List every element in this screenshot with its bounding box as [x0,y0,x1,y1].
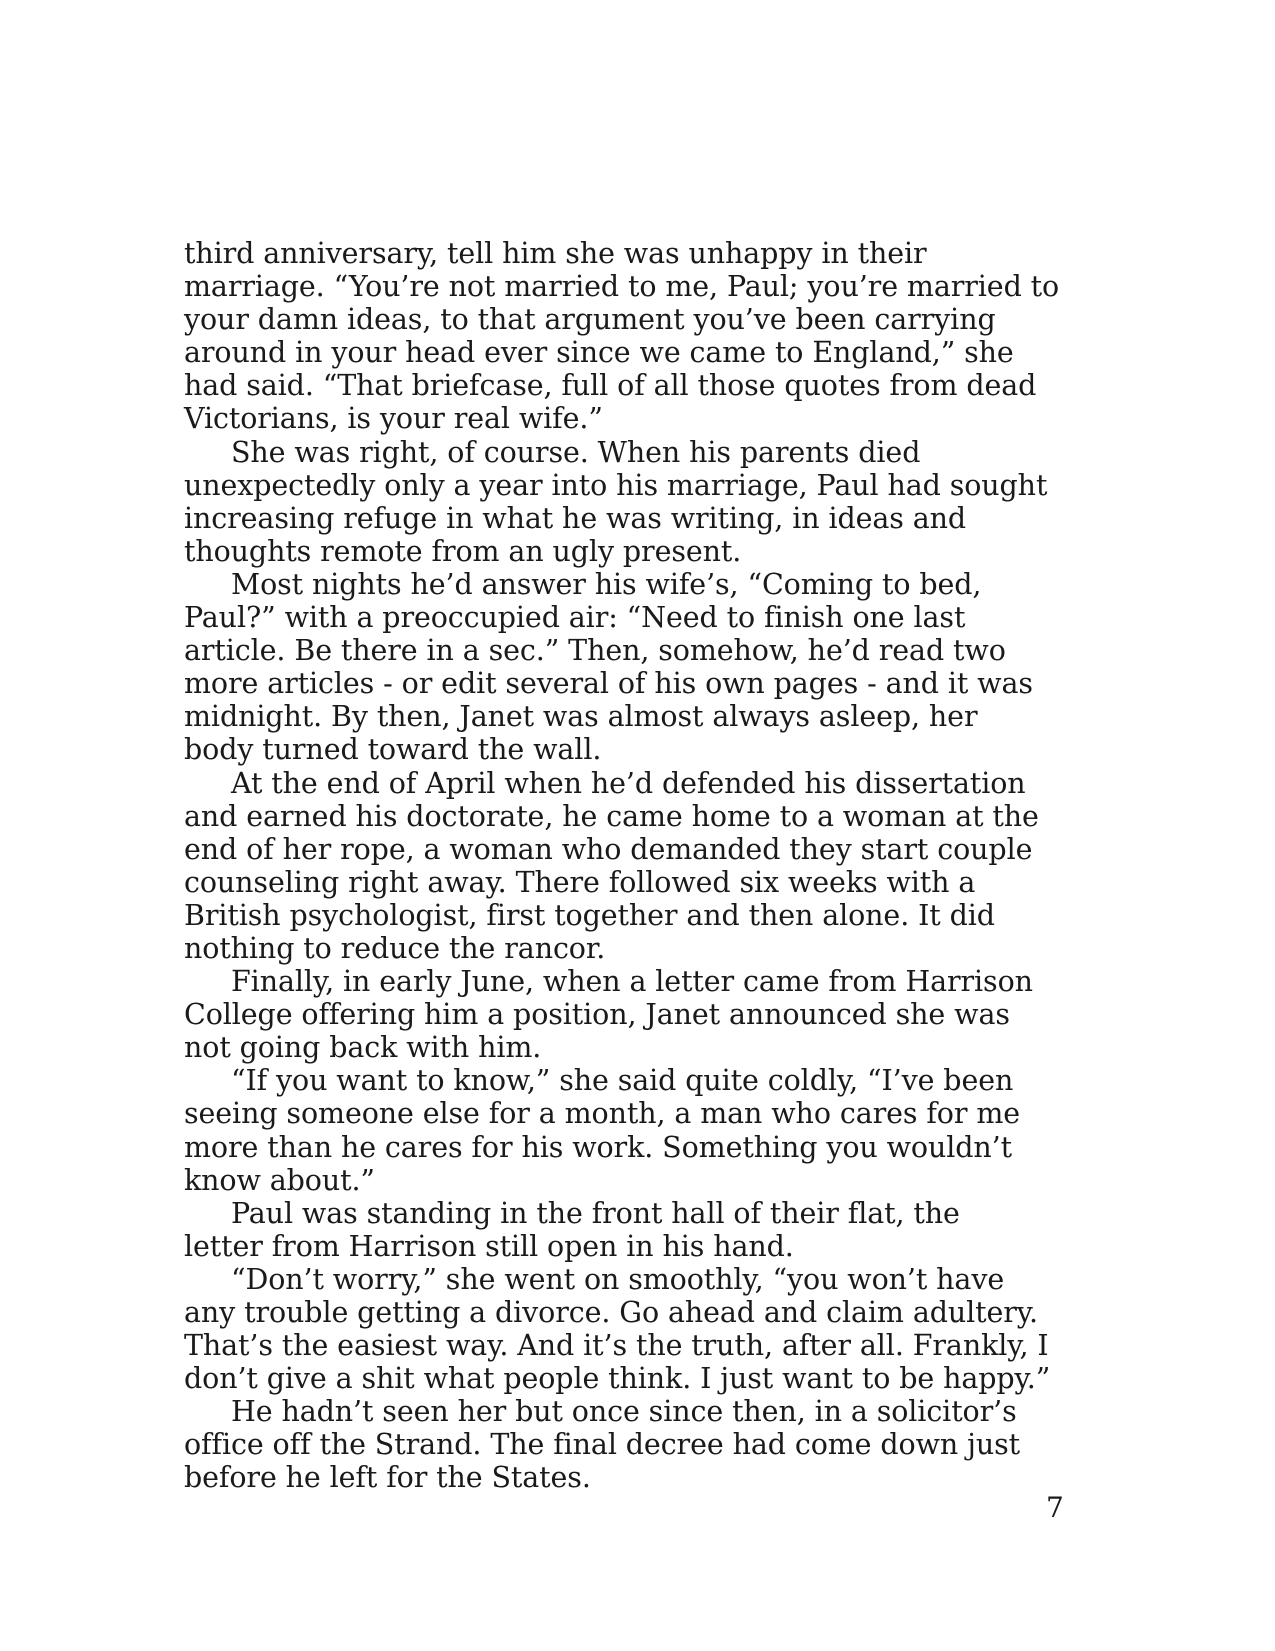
paragraph-first-line: Most nights he’d answer his wife’s, “Coming to bed, [231,567,982,601]
text-line: Victorians, is your real wife.” [184,402,603,436]
paragraph-first-line: She was right, of course. When his parents died [231,435,921,469]
page-number: 7 [1046,1491,1064,1524]
text-line: around in your head ever since we came to England,” she [184,336,1014,370]
text-line: article. Be there in a sec.” Then, somehow, he’d read two [184,634,1006,668]
text-line: body turned toward the wall. [184,733,602,767]
text-line: midnight. By then, Janet was almost always asleep, her [184,700,978,734]
text-line: counseling right away. There followed six weeks with a [184,865,976,899]
text-line: not going back with him. [184,1031,542,1065]
text-line: more articles - or edit several of his own pages - and it was [184,667,1033,701]
text-line: any trouble getting a divorce. Go ahead and claim adultery. [184,1296,1038,1329]
paragraph-first-line: Paul was standing in the front hall of their flat, the [231,1196,960,1230]
text-line: letter from Harrison still open in his hand. [184,1229,794,1263]
text-line: your damn ideas, to that argument you’ve been carrying [184,303,996,337]
text-line: more than he cares for his work. Something you wouldn’t [184,1130,1012,1164]
text-line: unexpectedly only a year into his marriage, Paul had sought [184,468,1048,502]
text-line: College offering him a position, Janet announced she was [184,998,1010,1032]
paragraph-first-line: At the end of April when he’d defended his dissertation [231,766,1026,800]
paragraph-first-line: “Don’t worry,” she went on smoothly, “you won’t have [231,1262,1005,1296]
text-line: had said. “That briefcase, full of all those quotes from dead [184,369,1037,403]
text-line: marriage. “You’re not married to me, Paul; you’re married to [184,270,1060,304]
text-line: increasing refuge in what he was writing, in ideas and [184,501,967,535]
text-line: and earned his doctorate, he came home to a woman at the [184,799,1039,833]
text-line: British psychologist, first together and then alone. It did [184,898,995,932]
text-line: before he left for the States. [184,1461,591,1495]
text-line: seeing someone else for a month, a man who cares for me [184,1097,1021,1131]
text-line: don’t give a shit what people think. I just want to be happy.” [184,1362,1051,1396]
paragraph-first-line: “If you want to know,” she said quite coldly, “I’ve been [231,1064,1014,1098]
body-text [184,237,1094,1495]
text-line: third anniversary, tell him she was unhappy in their [184,237,927,270]
text-line: Paul?” with a preoccupied air: “Need to finish one last [184,601,966,635]
text-line: know about.” [184,1163,375,1197]
text-line: That’s the easiest way. And it’s the truth, after all. Frankly, I [184,1329,1049,1363]
text-line: office off the Strand. The final decree had come down just [184,1428,1020,1462]
text-line: nothing to reduce the rancor. [184,931,606,965]
text-line: end of her rope, a woman who demanded they start couple [184,832,1033,866]
paragraph-first-line: Finally, in early June, when a letter came from Harrison [231,965,1033,999]
text-line: thoughts remote from an ugly present. [184,534,742,568]
paragraph-first-line: He hadn’t seen her but once since then, in a solicitor’s [231,1395,1017,1429]
